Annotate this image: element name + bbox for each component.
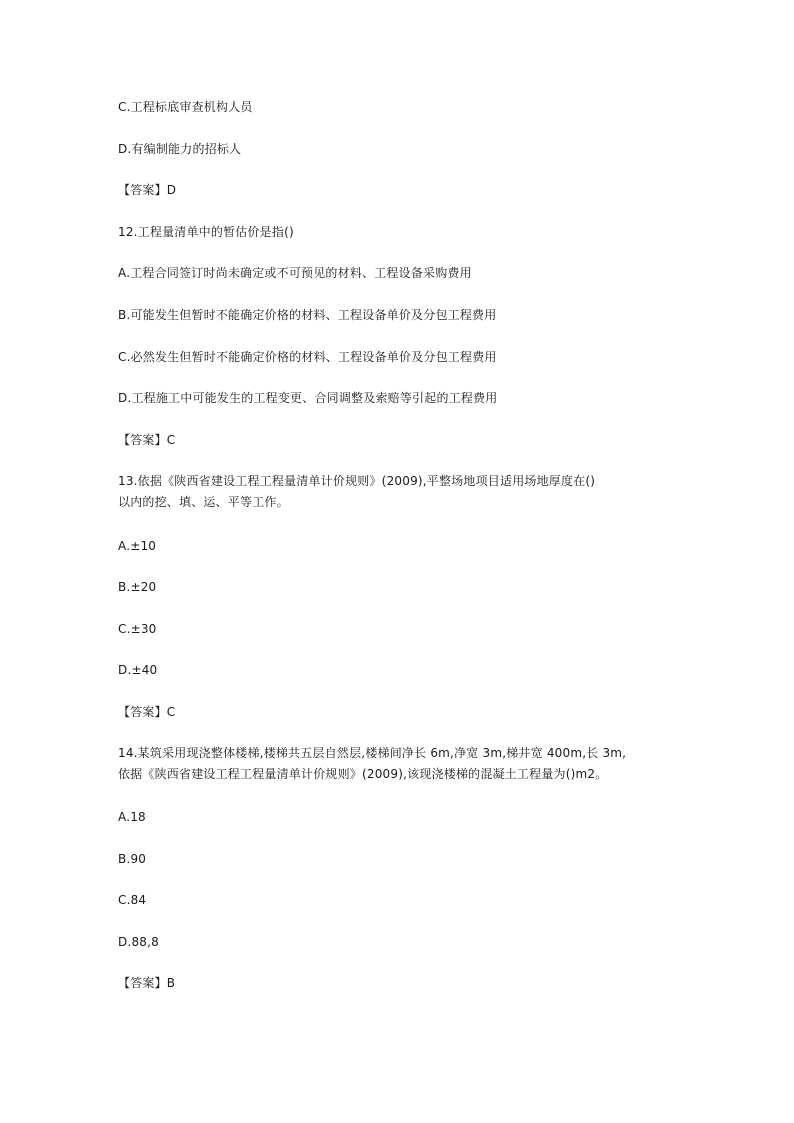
option-13a: A.±10 bbox=[118, 539, 157, 553]
option-12d: D.工程施工中可能发生的工程变更、合同调整及索赔等引起的工程费用 bbox=[118, 391, 498, 405]
answer-12: 【答案】C bbox=[118, 433, 176, 447]
answer-11: 【答案】D bbox=[118, 183, 177, 197]
question-14-line-1: 14.某筑采用现浇整体楼梯,楼梯共五层自然层,楼梯间净长 6m,净宽 3m,梯井宽 400m,长 3m, bbox=[118, 746, 627, 760]
question-14-line-2: 依据《陕西省建设工程工程量清单计价规则》(2009),该现浇楼梯的混凝土工程量为()m2。 bbox=[118, 767, 608, 781]
question-13-line-2: 以内的挖、填、运、平等工作。 bbox=[118, 495, 289, 509]
option-12a: A.工程合同签订时尚未确定或不可预见的材料、工程设备采购费用 bbox=[118, 266, 472, 280]
answer-14: 【答案】B bbox=[118, 976, 176, 990]
question-13-line-1: 13.依据《陕西省建设工程工程量清单计价规则》(2009),平整场地项目适用场地厚度在() bbox=[118, 474, 596, 488]
option-14b: B.90 bbox=[118, 852, 147, 866]
option-14d: D.88,8 bbox=[118, 935, 159, 949]
option-14a: A.18 bbox=[118, 810, 146, 824]
option-12c: C.必然发生但暂时不能确定价格的材料、工程设备单价及分包工程费用 bbox=[118, 350, 497, 364]
answer-13: 【答案】C bbox=[118, 705, 176, 719]
option-11d: D.有编制能力的招标人 bbox=[118, 142, 242, 156]
option-13b: B.±20 bbox=[118, 580, 157, 594]
option-13d: D.±40 bbox=[118, 663, 158, 677]
option-12b: B.可能发生但暂时不能确定价格的材料、工程设备单价及分包工程费用 bbox=[118, 308, 497, 322]
question-12: 12.工程量清单中的暂估价是指() bbox=[118, 225, 294, 239]
option-14c: C.84 bbox=[118, 893, 147, 907]
option-11c: C.工程标底审查机构人员 bbox=[118, 100, 253, 114]
option-13c: C.±30 bbox=[118, 622, 157, 636]
